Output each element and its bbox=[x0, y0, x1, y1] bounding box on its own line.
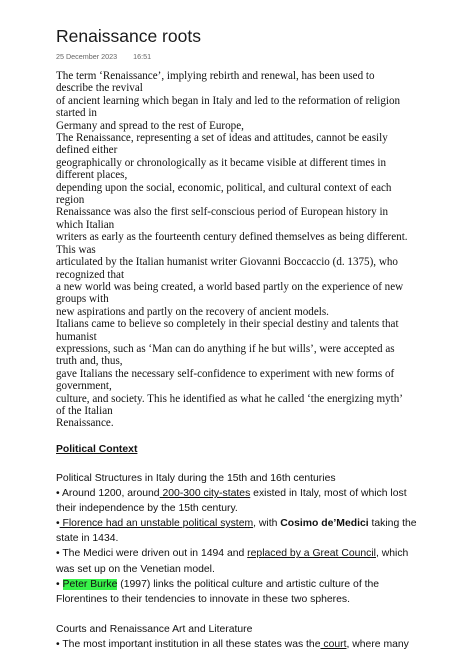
bullet-text: , where many bbox=[346, 638, 409, 650]
text-line: recognized that bbox=[56, 268, 125, 281]
note-date: 25 December 2023 bbox=[56, 52, 118, 61]
page-title: Renaissance roots bbox=[56, 26, 201, 46]
bullet-marker: • bbox=[56, 518, 60, 530]
text-line: a new world was being created, a world based partly on the experience of new bbox=[56, 280, 404, 293]
text-line: region bbox=[56, 194, 85, 207]
text-line: humanist bbox=[56, 330, 97, 343]
text-line: started in bbox=[56, 107, 97, 120]
text-line: Renaissance was also the first self-conscious period of European history in bbox=[56, 206, 389, 219]
text-line: depending upon the social, economic, political, and cultural context of each bbox=[56, 181, 392, 194]
subsection-title: Political Structures in Italy during the 15th and 16th centuries bbox=[56, 473, 336, 484]
section-heading: Political Context bbox=[56, 444, 138, 455]
text-line: groups with bbox=[56, 293, 109, 306]
note-time: 16:51 bbox=[133, 52, 152, 61]
bullet-text: • Around 1200, around bbox=[56, 488, 160, 500]
highlighted-text: Peter Burke bbox=[62, 578, 118, 590]
text-line: Renaissance. bbox=[56, 417, 114, 430]
note-metadata bbox=[56, 52, 151, 61]
text-line: of the Italian bbox=[56, 404, 113, 417]
bullet-text: taking the bbox=[368, 518, 417, 530]
text-line: culture, and society. This he identified as what he called ‘the energizing myth’ bbox=[56, 392, 403, 405]
political-section-body bbox=[56, 471, 460, 652]
bullet-continuation: state in 1434. bbox=[56, 533, 119, 545]
paragraph-gap bbox=[56, 607, 460, 622]
text-line: defined either bbox=[56, 144, 118, 157]
text-line: of ancient learning which began in Italy and led to the reformation of religion bbox=[56, 94, 401, 107]
text-line: government, bbox=[56, 380, 112, 393]
bullet-item bbox=[56, 546, 460, 561]
bullet-marker: • bbox=[56, 578, 63, 590]
bullet-text: , which bbox=[375, 548, 409, 560]
underlined-text: Florence had an unstable political system bbox=[59, 518, 254, 530]
text-line: which Italian bbox=[56, 218, 115, 231]
bullet-item bbox=[56, 577, 460, 592]
text-line: gave Italians the necessary self-confidence to experiment with new forms of bbox=[56, 367, 395, 380]
text-line: Italians came to believe so completely in their special destiny and talents that bbox=[56, 318, 399, 331]
bullet-text: • The Medici were driven out in 1494 and bbox=[56, 548, 248, 560]
bullet-item bbox=[56, 516, 460, 531]
subsection-title: Courts and Renaissance Art and Literature bbox=[56, 623, 253, 635]
text-line: writers as early as the fourteenth century defined themselves as being different. bbox=[56, 231, 408, 244]
text-line: articulated by the Italian humanist writer Giovanni Boccaccio (d. 1375), who bbox=[56, 256, 398, 269]
bullet-text: existed in Italy, most of which lost bbox=[250, 488, 407, 500]
bold-text: Cosimo de’Medici bbox=[280, 518, 369, 530]
text-line: geographically or chronologically as it became visible at different times in bbox=[56, 156, 387, 169]
bullet-text: , with bbox=[253, 518, 281, 530]
text-line: expressions, such as ‘Man can do anything if he but wills’, were accepted as bbox=[56, 342, 395, 355]
bullet-continuation: their independence by the 15th century. bbox=[56, 503, 238, 515]
bullet-item bbox=[56, 637, 460, 652]
text-line: This was bbox=[56, 243, 96, 256]
text-line: truth and, thus, bbox=[56, 355, 123, 368]
bullet-continuation: Florentines to their tendencies to innovate in these two spheres. bbox=[56, 593, 350, 605]
text-line: The Renaissance, representing a set of ideas and attitudes, cannot be easily bbox=[56, 132, 388, 145]
underlined-text: court bbox=[320, 638, 347, 650]
text-line: Germany and spread to the rest of Europe, bbox=[56, 119, 244, 132]
text-line: new aspirations and partly on the recovery of ancient models. bbox=[56, 305, 329, 318]
underlined-text: 200-300 city-states bbox=[159, 488, 251, 500]
bullet-continuation: was set up on the Venetian model. bbox=[56, 563, 215, 575]
bullet-text: (1997) links the political culture and artistic culture of the bbox=[117, 578, 380, 590]
bullet-item bbox=[56, 486, 460, 501]
text-line: The term ‘Renaissance’, implying rebirth and renewal, has been used to bbox=[56, 70, 375, 82]
text-line: different places, bbox=[56, 169, 128, 182]
bullet-text: • The most important institution in all these states was the bbox=[56, 638, 321, 650]
intro-paragraph bbox=[56, 70, 460, 430]
text-line: describe the revival bbox=[56, 82, 143, 95]
underlined-text: replaced by a Great Council bbox=[247, 548, 376, 560]
